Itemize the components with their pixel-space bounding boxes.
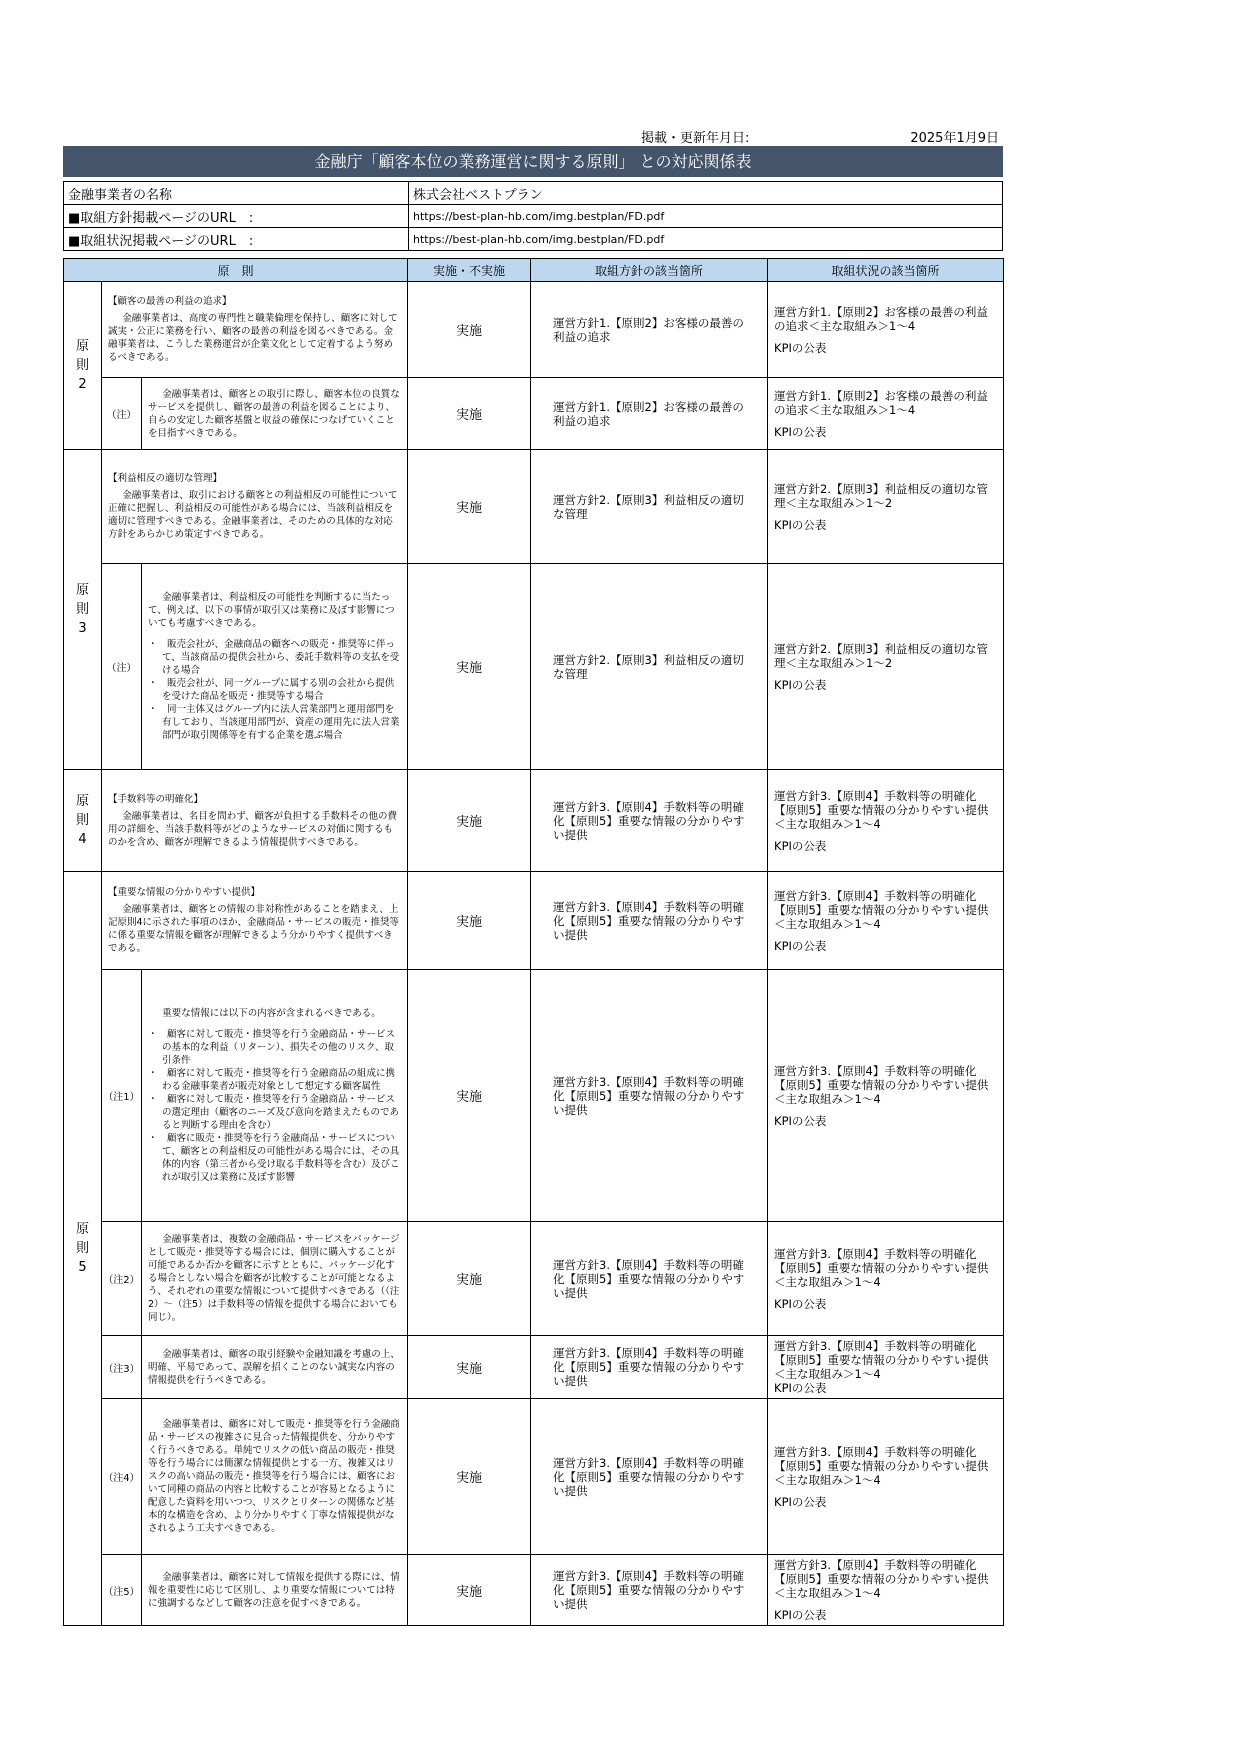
principle-2-implement: 実施 [408,282,531,378]
principle-5-note5-kpi: KPIの公表 [774,1608,827,1622]
principle-5-note4-implement: 実施 [408,1399,531,1555]
principle-5-note5-label: （注5） [102,1555,142,1626]
principle-4-text [102,770,408,872]
principle-3-note-status-text: 運営方針2.【原則3】利益相反の適切な管理＜主な取組み＞1〜2 [774,641,988,670]
principle-5-note4-policy: 運営方針3.【原則4】手数料等の明確化【原則5】重要な情報の分かりやすい提供 [531,1399,768,1555]
principle-5-note3-body: 金融事業者は、顧客の取引経験や金融知識を考慮の上、明確、平易であって、誤解を招くことのない誠実な内容の情報提供を行うべきである。 [148,1348,400,1386]
principle-3-status [768,450,1004,564]
principle-5-note1-label: （注1） [102,970,142,1222]
update-date-label: 掲載・更新年月日: [641,131,750,146]
principle-5-note3-text [142,1336,408,1399]
principle-3-note-implement: 実施 [408,564,531,770]
principles-table [63,258,1004,1626]
principle-3-status-text: 運営方針2.【原則3】利益相反の適切な管理＜主な取組み＞1〜2 [774,481,988,510]
principle-5-note5-status-text: 運営方針3.【原則4】手数料等の明確化【原則5】重要な情報の分かりやすい提供＜主な取組み＞1〜4 [774,1558,989,1600]
principle-2-text [102,282,408,378]
principle-5-note5-status [768,1555,1004,1626]
principle-5-note1-bullet: ・ 顧客に販売・推奨等を行う金融商品・サービスについて、顧客との利益相反の可能性がある場合には、その具体的内容（第三者から受け取る手数料等を含む）及びこれが取引又は業務に及ぼす影響 [148,1133,400,1183]
principle-5-note5-implement: 実施 [408,1555,531,1626]
principle-5-note5-policy: 運営方針3.【原則4】手数料等の明確化【原則5】重要な情報の分かりやすい提供 [531,1555,768,1626]
principle-5-note1-bullet: ・ 顧客に対して販売・推奨等を行う金融商品の組成に携わる金融事業者が販売対象として想定する顧客属性 [148,1068,396,1092]
principle-5-note3-status [768,1336,1004,1399]
principle-5-note1-bullet: ・ 顧客に対して販売・推奨等を行う金融商品・サービスの基本的な利益（リターン）、損失その他のリスク、取引条件 [148,1029,396,1066]
principle-5-note1-implement: 実施 [408,970,531,1222]
principle-5-note4-status-text: 運営方針3.【原則4】手数料等の明確化【原則5】重要な情報の分かりやすい提供＜主な取組み＞1〜4 [774,1444,989,1487]
principle-4-kpi: KPIの公表 [774,838,827,853]
principle-3-implement: 実施 [408,450,531,564]
header-implement: 実施・不実施 [408,259,531,282]
policy-url-row [64,205,1003,228]
table-row [64,770,1004,872]
company-row [64,182,1003,205]
principle-2-note-label: （注） [102,378,142,450]
principle-5-heading: 【重要な情報の分かりやすい提供】 [108,887,261,898]
principle-5-note1-kpi: KPIの公表 [774,1113,827,1128]
principle-5-note3-status-text: 運営方針3.【原則4】手数料等の明確化【原則5】重要な情報の分かりやすい提供＜主な取組み＞1〜4 [774,1339,989,1381]
principle-5-body: 金融事業者は、顧客との情報の非対称性があることを踏まえ、上記原則4に示された事項のほか、金融商品・サービスの販売・推奨等に係る重要な情報を顧客が理解できるよう分かりやすく提供すべきである。 [108,904,400,954]
principle-4-label: 原 則 4 [64,770,102,872]
principle-3-kpi: KPIの公表 [774,517,827,532]
principle-5-note1-status [768,970,1004,1222]
principle-2-note-policy: 運営方針1.【原則2】お客様の最善の利益の追求 [531,378,768,450]
table-row [64,1336,1004,1399]
header-policy: 取組方針の該当箇所 [531,259,768,282]
table-row [64,1399,1004,1555]
policy-url-link[interactable]: https://best-plan-hb.com/img.bestplan/FD.pdf [409,205,1003,228]
principle-3-policy: 運営方針2.【原則3】利益相反の適切な管理 [531,450,768,564]
principle-4-status [768,770,1004,872]
principle-3-text [102,450,408,564]
principle-3-note-intro: 金融事業者は、利益相反の可能性を判断するに当たって、例えば、以下の事情が取引又は業務に及ぼす影響についても考慮すべきである。 [148,592,395,629]
principle-2-note-implement: 実施 [408,378,531,450]
principle-5-status-text: 運営方針3.【原則4】手数料等の明確化【原則5】重要な情報の分かりやすい提供＜主な取組み＞1〜4 [774,888,989,931]
status-url-link[interactable]: https://best-plan-hb.com/img.bestplan/FD.pdf [409,228,1003,251]
principle-5-status [768,872,1004,970]
principle-5-kpi: KPIの公表 [774,938,827,953]
company-label: 金融事業者の名称 [64,182,409,205]
principle-4-body: 金融事業者は、名目を問わず、顧客が負担する手数料その他の費用の詳細を、当該手数料等がどのようなサービスの対価に関するものかを含め、顧客が理解できるよう情報提供すべきである。 [108,810,397,848]
principle-3-label: 原 則 3 [64,450,102,770]
table-row [64,970,1004,1222]
principle-3-body: 金融事業者は、取引における顧客との利益相反の可能性について正確に把握し、利益相反の可能性がある場合には、当該利益相反を適切に管理すべきである。金融事業者は、そのための具体的な対応方針をあらかじめ策定すべきである。 [108,490,398,540]
principle-2-note-status-text: 運営方針1.【原則2】お客様の最善の利益の追求＜主な取組み＞1〜4 [774,388,988,417]
principle-2-body: 金融事業者は、高度の専門性と職業倫理を保持し、顧客に対して誠実・公正に業務を行い、顧客の最善の利益を図るべきである。金融事業者は、こうした業務運営が企業文化として定着するよう努めるべきである。 [108,313,398,363]
principle-5-note1-policy: 運営方針3.【原則4】手数料等の明確化【原則5】重要な情報の分かりやすい提供 [531,970,768,1222]
principle-3-note-bullet: ・ 同一主体又はグループ内に法人営業部門と運用部門を有しており、当該運用部門が、資産の運用先に法人営業部門が取引関係等を有する企業を選ぶ場合 [148,704,400,741]
principle-2-status [768,282,1004,378]
principle-4-status-text: 運営方針3.【原則4】手数料等の明確化【原則5】重要な情報の分かりやすい提供＜主な取組み＞1〜4 [774,788,989,831]
principle-5-note2-body: 金融事業者は、複数の金融商品・サービスをパッケージとして販売・推奨等する場合には、個別に購入することが可能であるか否かを顧客に示すとともに、パッケージ化する場合としない場合を顧客が比較することが可能となるよう、それぞれの重要な情報について提供すべきである（（注2）〜（注5）は手数料等の情報を提供する場合においても同じ）。 [148,1234,400,1323]
principle-2-status-text: 運営方針1.【原則2】お客様の最善の利益の追求＜主な取組み＞1〜4 [774,304,988,333]
principle-5-note2-text [142,1222,408,1336]
principle-3-note-kpi: KPIの公表 [774,677,827,692]
principle-4-heading: 【手数料等の明確化】 [108,793,204,805]
principle-3-heading: 【利益相反の適切な管理】 [108,473,223,484]
principle-2-note-kpi: KPIの公表 [774,424,827,439]
principle-2-kpi: KPIの公表 [774,340,827,355]
principle-5-note3-label: （注3） [102,1336,142,1399]
principle-4-policy: 運営方針3.【原則4】手数料等の明確化【原則5】重要な情報の分かりやすい提供 [531,770,768,872]
principle-5-note3-implement: 実施 [408,1336,531,1399]
principle-5-note1-bullet: ・ 顧客に対して販売・推奨等を行う金融商品・サービスの選定理由（顧客のニーズ及び意向を踏まえたものであると判断する理由を含む） [148,1094,400,1131]
company-value: 株式会社ベストプラン [409,182,1003,205]
principle-5-note2-kpi: KPIの公表 [774,1296,827,1311]
principle-5-text [102,872,408,970]
table-row [64,450,1004,564]
principle-4-implement: 実施 [408,770,531,872]
table-row [64,1222,1004,1336]
principle-5-note1-text [142,970,408,1222]
principle-5-implement: 実施 [408,872,531,970]
principle-5-note4-text [142,1399,408,1555]
principle-3-note-status [768,564,1004,770]
principle-5-note5-body: 金融事業者は、顧客に対して情報を提供する際には、情報を重要性に応じて区別し、より重要な情報については特に強調するなどして顧客の注意を促すべきである。 [148,1571,400,1609]
principle-5-note3-policy: 運営方針3.【原則4】手数料等の明確化【原則5】重要な情報の分かりやすい提供 [531,1336,768,1399]
principle-5-note1-status-text: 運営方針3.【原則4】手数料等の明確化【原則5】重要な情報の分かりやすい提供＜主な取組み＞1〜4 [774,1063,989,1106]
principle-5-note1-intro: 重要な情報には以下の内容が含まれるべきである。 [162,1008,381,1019]
principle-3-note-text [142,564,408,770]
principle-5-note2-status-text: 運営方針3.【原則4】手数料等の明確化【原則5】重要な情報の分かりやすい提供＜主な取組み＞1〜4 [774,1246,989,1289]
principle-3-note-bullet: ・ 販売会社が、同一グループに属する別の会社から提供を受けた商品を販売・推奨等する場合 [148,678,395,702]
header-principle: 原 則 [64,259,408,282]
principle-5-note5-text [142,1555,408,1626]
principle-5-note3-kpi: KPIの公表 [774,1381,827,1395]
principle-2-policy: 運営方針1.【原則2】お客様の最善の利益の追求 [531,282,768,378]
principle-5-note4-label: （注4） [102,1399,142,1555]
principle-5-policy: 運営方針3.【原則4】手数料等の明確化【原則5】重要な情報の分かりやすい提供 [531,872,768,970]
principle-5-label: 原 則 5 [64,872,102,1626]
update-date-line [63,127,1003,145]
table-row [64,564,1004,770]
principle-5-note2-label: （注2） [102,1222,142,1336]
principle-2-note-body: 金融事業者は、顧客との取引に際し、顧客本位の良質なサービスを提供し、顧客の最善の利益を図ることにより、自らの安定した顧客基盤と収益の確保につなげていくことを目指すべきである。 [148,388,400,439]
status-url-row [64,228,1003,251]
table-row [64,1555,1004,1626]
principle-3-note-bullet: ・ 販売会社が、金融商品の顧客への販売・推奨等に伴って、当該商品の提供会社から、委託手数料等の支払を受ける場合 [148,639,400,676]
company-info-table [63,181,1003,251]
table-row [64,378,1004,450]
principle-5-note2-implement: 実施 [408,1222,531,1336]
principle-5-note2-status [768,1222,1004,1336]
principle-2-label: 原 則 2 [64,282,102,450]
principle-3-note-label: （注） [102,564,142,770]
principle-5-note4-body: 金融事業者は、顧客に対して販売・推奨等を行う金融商品・サービスの複雑さに見合った情報提供を、分かりやすく行うべきである。単純でリスクの低い商品の販売・推奨等を行う場合には簡潔な情報提供とする一方、複雑又はリスクの高い商品の販売・推奨等を行う場合には、顧客において同種の商品の内容と比較することが容易となるように配意した資料を用いつつ、リスクとリターンの関係など基本的な構造を含め、より分かりやすく丁寧な情報提供がなされるよう工夫すべきである。 [148,1419,400,1534]
principle-5-note4-kpi: KPIの公表 [774,1494,827,1509]
principle-2-heading: 【顧客の最善の利益の追求】 [108,296,232,307]
principle-2-note-text [142,378,408,450]
page-title: 金融庁「顧客本位の業務運営に関する原則」 との対応関係表 [63,146,1003,177]
principle-5-note2-policy: 運営方針3.【原則4】手数料等の明確化【原則5】重要な情報の分かりやすい提供 [531,1222,768,1336]
header-status: 取組状況の該当箇所 [768,259,1004,282]
table-row [64,282,1004,378]
status-url-label: ■取組状況掲載ページのURL : [64,228,409,251]
policy-url-label: ■取組方針掲載ページのURL : [64,205,409,228]
update-date-value: 2025年1月9日 [910,131,999,146]
principle-5-note4-status [768,1399,1004,1555]
principle-3-note-policy: 運営方針2.【原則3】利益相反の適切な管理 [531,564,768,770]
principle-2-note-status [768,378,1004,450]
table-header-row [64,259,1004,282]
table-row [64,872,1004,970]
